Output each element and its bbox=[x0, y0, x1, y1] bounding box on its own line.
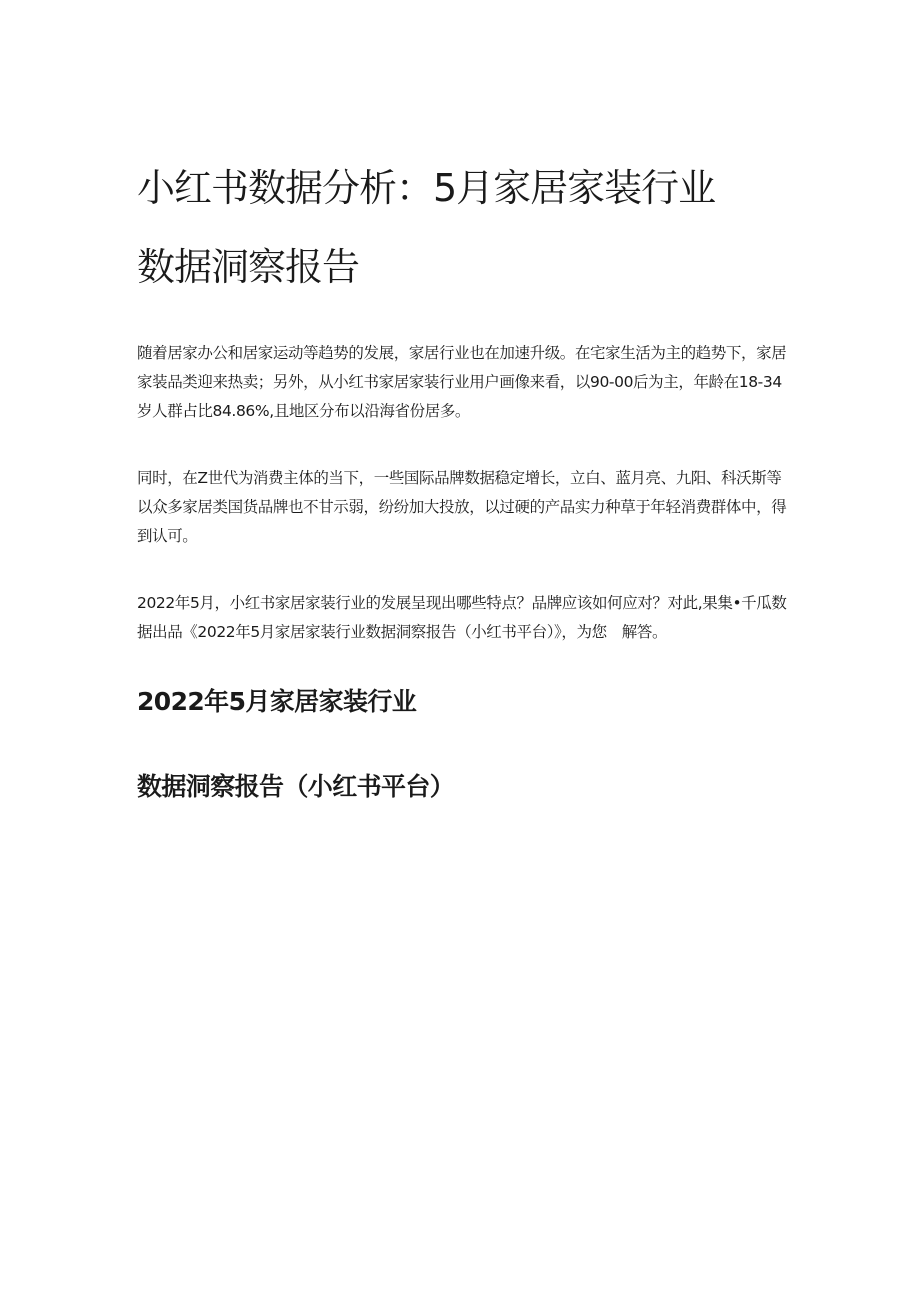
brands-paragraph: 同时，在Z世代为消费主体的当下，一些国际品牌数据稳定增长，立白、蓝月亮、九阳、科沃斯等以众多家居类国货品牌也不甘示弱，纷纷加大投放，以过硬的产品实力种草于年轻消费群体中，得到认可。 bbox=[137, 469, 787, 545]
section-heading-line-1: 2022年5月家居家装行业 bbox=[137, 687, 417, 716]
page-title-line-1: 小红书数据分析：5月家居家装行业 bbox=[137, 166, 716, 210]
intro-paragraph: 随着居家办公和居家运动等趋势的发展，家居行业也在加速升级。在宅家生活为主的趋势下，家居家装品类迎来热卖；另外，从小红书家居家装行业用户画像来看，以90-00后为主，年龄在18-34岁人群占比84.86%,且地区分布以沿海省份居多。 bbox=[137, 344, 787, 420]
report-paragraph: 2022年5月，小红书家居家装行业的发展呈现出哪些特点？品牌应该如何应对？对此,果集•千瓜数据出品《2022年5月家居家装行业数据洞察报告（小红书平台）》，为您 解答。 bbox=[137, 594, 787, 641]
section-heading-line-2: 数据洞察报告（小红书平台） bbox=[137, 772, 455, 801]
page-title-line-2: 数据洞察报告 bbox=[137, 245, 360, 289]
